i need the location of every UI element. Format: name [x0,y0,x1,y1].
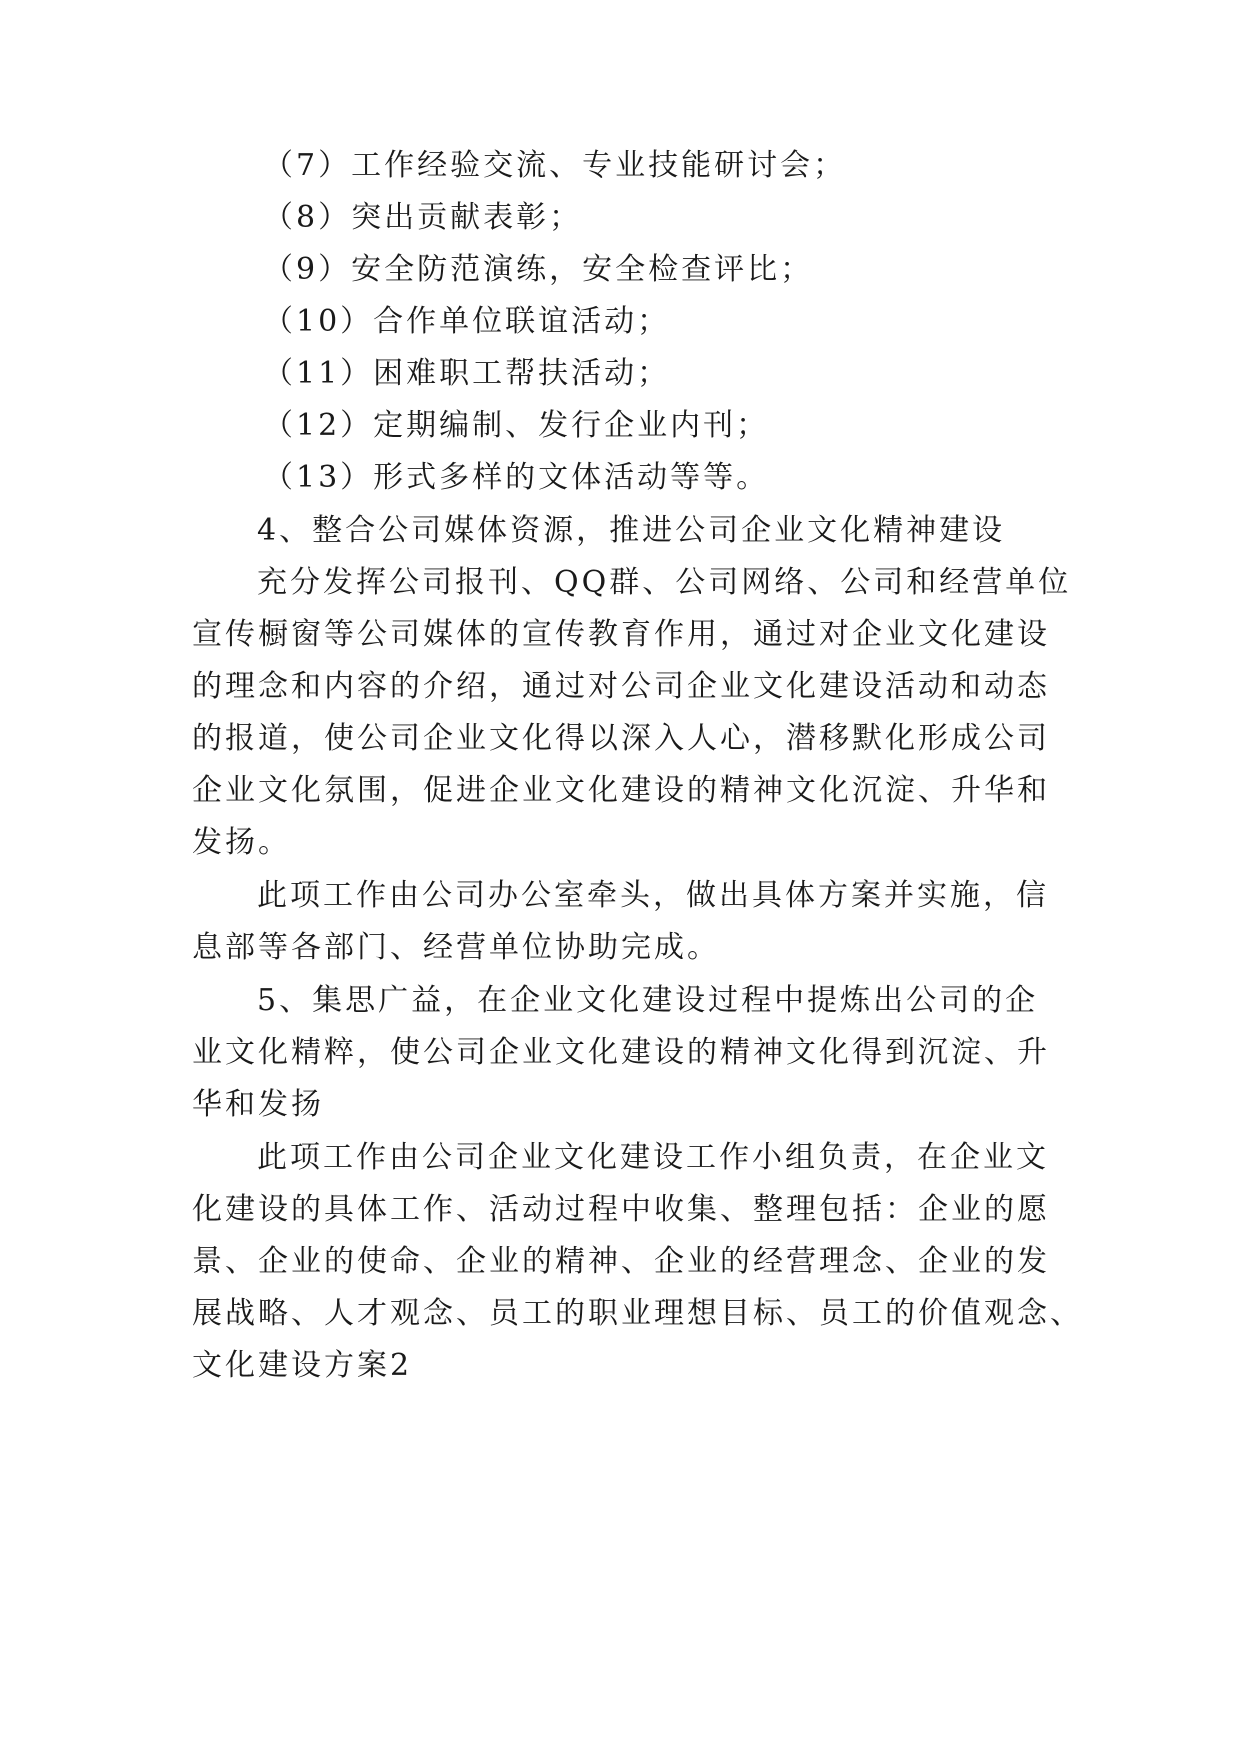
list-item: （10）合作单位联谊活动； [263,304,671,339]
list-item: （11）困难职工帮扶活动； [263,356,671,391]
list-item: （9）安全防范演练，安全检查评比； [263,252,814,287]
paragraph-line: 化建设的具体工作、活动过程中收集、整理包括：企业的愿 [192,1192,1050,1227]
paragraph-line: 此项工作由公司企业文化建设工作小组负责，在企业文 [257,1140,1049,1175]
section-5-heading: 华和发扬 [192,1087,324,1122]
paragraph-line: 息部等各部门、经营单位协助完成。 [192,930,720,965]
paragraph-line: 文化建设方案2 [192,1348,413,1383]
paragraph-line: 景、企业的使命、企业的精神、企业的经营理念、企业的发 [192,1244,1050,1279]
section-5-heading: 5、集思广益，在企业文化建设过程中提炼出公司的企 [257,983,1039,1018]
list-item: （7）工作经验交流、专业技能研讨会； [263,148,847,183]
paragraph-line: 展战略、人才观念、员工的职业理想目标、员工的价值观念、 [192,1296,1083,1331]
paragraph-line: 的理念和内容的介绍，通过对公司企业文化建设活动和动态 [192,669,1050,704]
list-item: （8）突出贡献表彰； [263,200,583,235]
paragraph-line: 此项工作由公司办公室牵头，做出具体方案并实施，信 [257,878,1049,913]
list-item: （12）定期编制、发行企业内刊； [263,408,770,443]
list-item: （13）形式多样的文体活动等等。 [263,460,770,495]
paragraph-line: 宣传橱窗等公司媒体的宣传教育作用，通过对企业文化建设 [192,617,1050,652]
paragraph-line: 的报道，使公司企业文化得以深入人心，潜移默化形成公司 [192,721,1050,756]
paragraph-line: 企业文化氛围，促进企业文化建设的精神文化沉淀、升华和 [192,773,1050,808]
paragraph-line: 充分发挥公司报刊、QQ群、公司网络、公司和经营单位 [257,565,1072,600]
section-4-heading: 4、整合公司媒体资源，推进公司企业文化精神建设 [257,513,1006,548]
paragraph-line: 发扬。 [192,825,291,860]
section-5-heading: 业文化精粹，使公司企业文化建设的精神文化得到沉淀、升 [192,1035,1050,1070]
